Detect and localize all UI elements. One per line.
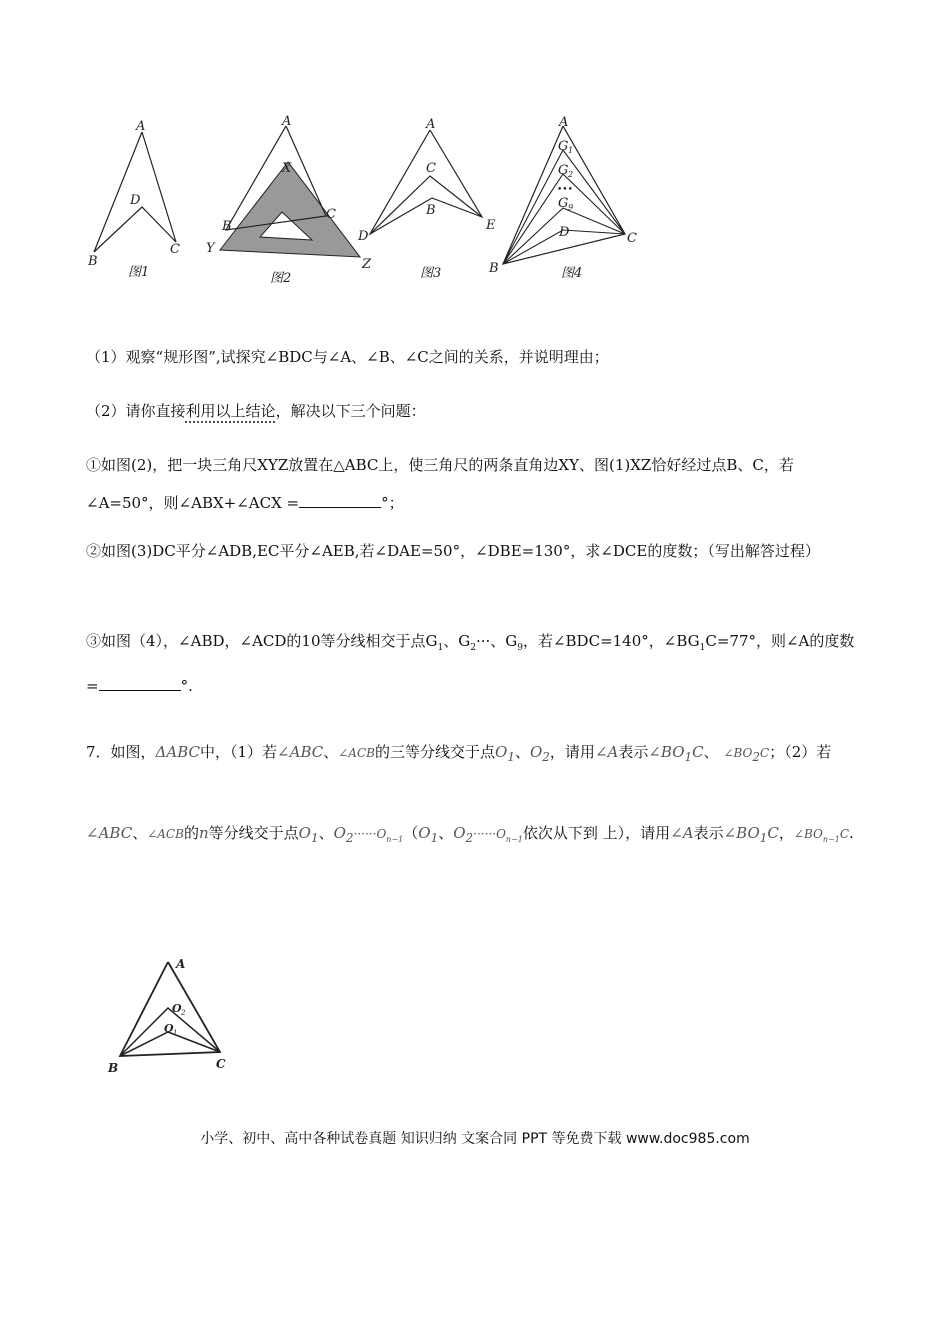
label-x: X [282,161,292,176]
label-c: C [426,161,436,176]
label-a: A [426,117,436,132]
label-b: B [108,1061,119,1075]
question-2-3: ③如图（4），∠ABD，∠ACD的10等分线相交于点$G_1$、$G_2\cdot\cdot\cdot$、$G_9$，若∠BDC=140°，$\angle BG_1C=77^\circ$，则∠A的度数= °. [86,632,855,695]
figure-2 [200,112,370,296]
label-o2-sub: 2 [181,1009,186,1017]
label-g1: G [558,139,569,154]
question-2-2: ②如图(3)DC平分∠ADB,EC平分∠AEB,若∠DAE=50°，∠DBE=130°，求∠DCE的度数；（写出解答过程） [86,542,820,560]
label-c: C [627,231,637,246]
figure-1-shape [94,132,176,252]
question-2-intro: （2）请你直接利用以上结论，解决以下三个问题： [86,402,426,420]
label-e: E [486,218,496,233]
label-g2-sub: 2 [568,170,574,179]
label-z: Z [362,257,372,272]
figure-4 [485,112,645,291]
label-a: A [559,115,569,130]
label-g2: G [558,163,569,178]
figure-5 [100,950,250,1084]
footer-text: 小学、初中、高中各种试卷真题 知识归纳 文案合同 PPT 等免费下载 www.doc985.com [200,1131,750,1147]
question-7: 7．如图，ΔABC中，（1）若∠ABC、∠ACB的三等分线交于点$O_1$、$O_2$，请用∠A表示$\angle BO_1C$、 $\angle BO_2C$；（2）若∠ABC、∠ACB的n等分线交于点$O_1$、$O_2\cdot\cdot\cdot\cdot\cdot\cdot O_{n-1}(O_1$、$O_2\cdot\cdot\cdot\cdot\cdot\cdot O_{n-1}$依次从下到 上），请用∠A表示$\angle BO_1C$，$\angle BO_{n-1}C$. [86,743,854,845]
label-b: B [489,261,499,276]
set-square [220,162,360,257]
label-o2: O [172,1002,182,1015]
figure-1 [84,112,204,291]
label-c: C [170,242,180,257]
label-b: B [88,254,98,269]
label-o1-sub: 1 [173,1029,178,1037]
label-o1: O [164,1022,174,1035]
question-2-1: ①如图(2)，把一块三角尺XYZ放置在△ABC上，使三角尺的两条直角边XY、图(1)XZ恰好经过点B、C，若∠A=50°，则∠ABX+∠ACX = °； [86,456,794,512]
label-a: A [176,957,186,971]
label-a: A [282,114,292,129]
label-b: B [222,219,232,234]
label-g1-sub: 1 [568,146,574,155]
caption-4: 图4 [561,266,583,281]
caption-2: 图2 [270,271,292,286]
answer-blank [99,676,181,691]
answer-blank [299,493,381,508]
label-d: D [130,193,141,208]
label-g9: G [558,196,569,211]
label-c: C [216,1057,226,1071]
label-d: D [358,229,369,244]
label-c: C [326,207,336,222]
dots: ••• [557,185,573,195]
emphasis-dotted: 利用以上结论 [185,402,276,420]
caption-3: 图3 [420,266,442,281]
question-1: （1）观察“规形图”,试探究∠BDC与∠A、∠B、∠C之间的关系，并说明理由； [86,348,609,366]
label-g9-sub: 9 [568,203,574,212]
label-d: D [559,225,570,240]
caption-1: 图1 [128,265,150,280]
label-y: Y [206,241,215,256]
label-b: B [426,203,436,218]
label-a: A [136,119,146,134]
